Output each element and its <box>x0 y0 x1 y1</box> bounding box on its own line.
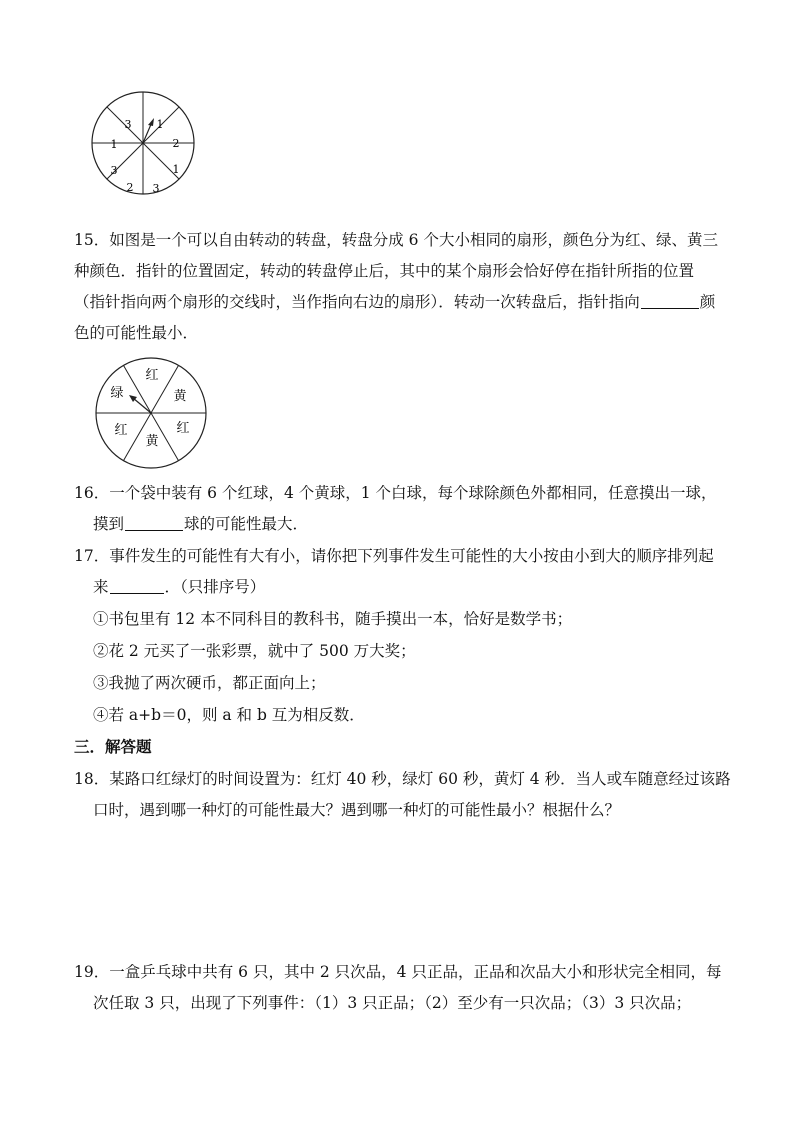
sector-label: 黄 <box>145 434 159 449</box>
spinner-figure-eight-sectors <box>90 90 200 200</box>
q17-item-3: ③我抛了两次硬币，都正面向上； <box>93 674 326 692</box>
sector-label: 红 <box>176 421 190 436</box>
segment-label: 3 <box>124 118 132 131</box>
segment-label: 3 <box>110 164 118 177</box>
q17-line2 <box>93 577 265 597</box>
segment-label: 3 <box>152 182 160 195</box>
q16-answer-blank[interactable] <box>125 516 183 531</box>
q15-line2: 种颜色．指针的位置固定，转动的转盘停止后，其中的某个扇形会恰好停在指针所指的位置 <box>74 262 695 280</box>
q15-line1: 15．如图是一个可以自由转动的转盘，转盘分成 6 个大小相同的扇形，颜色分为红、绿、黄三 <box>74 231 718 249</box>
spinner-figure-six-sectors <box>90 360 215 470</box>
segment-label: 2 <box>126 181 134 194</box>
q16-line2 <box>93 514 308 534</box>
q17-item-1: ①书包里有 12 本不同科目的教科书，随手摸出一本，恰好是数学书； <box>93 610 573 628</box>
q16-line1: 16．一个袋中装有 6 个红球，4 个黄球，1 个白球，每个球除颜色外都相同，任意摸出一球， <box>74 484 717 502</box>
segment-label: 1 <box>110 138 118 151</box>
q16-line2-text: 摸到 <box>93 515 125 533</box>
q17-item-4: ④若 a+b＝0，则 a 和 b 互为相反数． <box>93 706 365 724</box>
segment-label: 1 <box>172 163 180 176</box>
q18-line1: 18．某路口红绿灯的时间设置为：红灯 40 秒，绿灯 60 秒，黄灯 4 秒．当人或车随意经过该路 <box>74 770 731 788</box>
sector-label: 黄 <box>173 389 187 404</box>
q17-item-2: ②花 2 元买了一张彩票，就中了 500 万大奖； <box>93 642 416 660</box>
sector-label: 红 <box>145 368 159 383</box>
q15-line3-text: （指针指向两个扇形的交线时，当作指向右边的扇形）．转动一次转盘后，指针指向 <box>74 293 640 311</box>
q15-line3 <box>74 292 715 312</box>
sector-label: 绿 <box>110 386 124 401</box>
q17-line2-text: 来 <box>93 578 109 596</box>
q17-line1: 17．事件发生的可能性有大有小，请你把下列事件发生可能性的大小按由小到大的顺序排列起 <box>74 547 714 565</box>
q17-answer-blank[interactable] <box>110 579 164 594</box>
section-title: 三．解答题 <box>74 737 152 756</box>
sector-label: 红 <box>114 423 128 438</box>
segment-label: 1 <box>156 118 164 131</box>
q19-line1: 19．一盒乒乓球中共有 6 只，其中 2 只次品，4 只正品，正品和次品大小和形状完全相同，每 <box>74 963 722 981</box>
q15-line4: 色的可能性最小． <box>74 324 199 342</box>
q18-line2: 口时，遇到哪一种灯的可能性最大？遇到哪一种灯的可能性最小？根据什么？ <box>93 801 621 819</box>
q16-line2-tail: 球的可能性最大． <box>184 515 309 533</box>
q19-line2: 次任取 3 只，出现了下列事件：（1）3 只正品；（2）至少有一只次品；（3）3 只次品； <box>93 994 692 1012</box>
q15-answer-blank[interactable] <box>641 294 699 309</box>
q17-line2-tail: ．（只排序号） <box>164 578 266 596</box>
segment-label: 2 <box>172 137 180 150</box>
q15-line3-tail: 颜 <box>699 293 716 311</box>
